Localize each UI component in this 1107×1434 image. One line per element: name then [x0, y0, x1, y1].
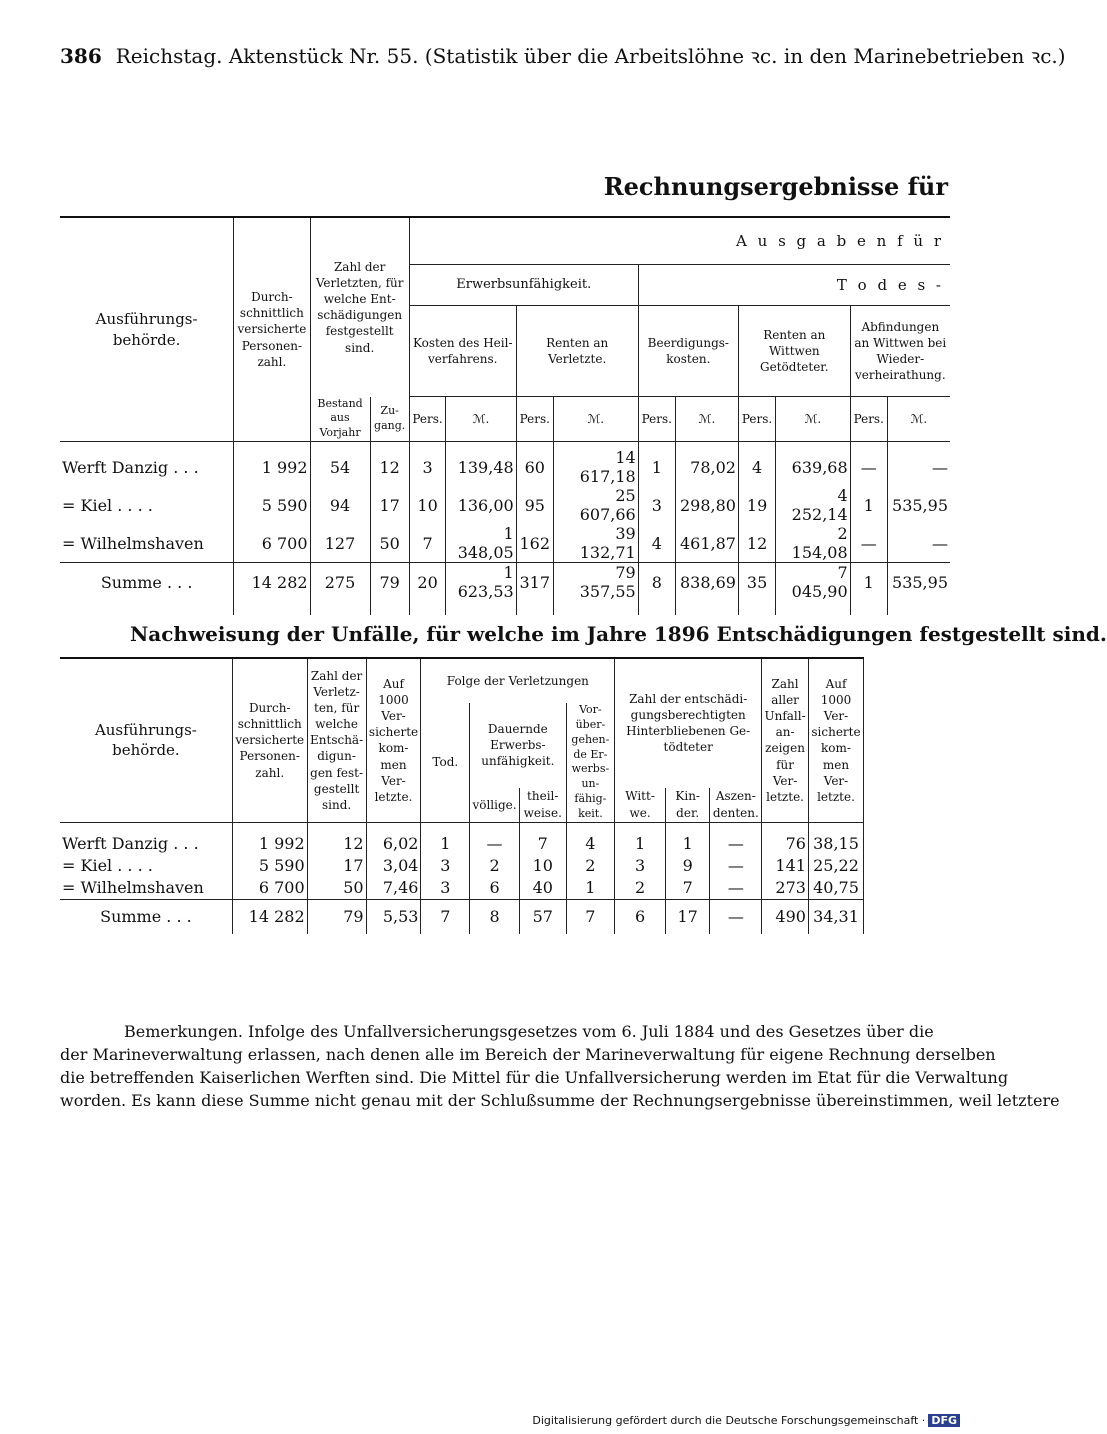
remarks-line: Bemerkungen. Infolge des Unfallversicherungsgesetzes vom 6. Juli 1884 und des Gesetzes über die [124, 1022, 934, 1041]
col-header-mark: ℳ. [776, 397, 850, 442]
col-header-hinterbliebene: Zahl der entschädi-gungsberechtigten Hinterbliebenen Ge-tödteter [615, 658, 762, 788]
col-header-mark: ℳ. [553, 397, 638, 442]
col-header-mark: ℳ. [675, 397, 738, 442]
col-header-ausgaben: A u s g a b e n f ü r [409, 217, 950, 265]
sum-row: Summe . . . 14 282 275 79 20 1 623,53 317 79 357,55 8 838,69 35 7 045,90 1 535,95 [60, 563, 950, 602]
col-header-behoerde: Ausführungs-behörde. [60, 658, 232, 822]
col-header-voellige: völlige. [470, 788, 520, 823]
remarks-line: die betreffenden Kaiserlichen Werften sind. Die Mittel für die Unfallversicherung werden im Etat für die Verwaltung [60, 1068, 1009, 1087]
section2-title: Nachweisung der Unfälle, für welche im Jahre 1896 Entschädigungen festgestellt sind. [130, 622, 1107, 646]
col-header-voruebergehend: Vor-über-gehen-de Er-werbs-un-fähig-keit. [566, 703, 615, 822]
col-header-verletzte: Zahl der Verletzten, für welche Ent-schädigungen festgestellt sind. [310, 217, 409, 397]
col-header-beerdigung: Beerdigungs-kosten. [638, 306, 738, 397]
digitization-footer [532, 1414, 960, 1427]
col-header-pers: Pers. [409, 397, 446, 442]
col-header-bestand: Bestand aus Vorjahr [310, 397, 370, 442]
unfaelle-table [60, 657, 864, 934]
col-header-todes: T o d e s - [638, 265, 950, 306]
col-header-pers: Pers. [516, 397, 553, 442]
col-header-pers: Pers. [850, 397, 887, 442]
col-header-kinder: Kin-der. [665, 788, 710, 823]
table-row: Werft Danzig . . . 1 992 12 6,02 1 — 7 4 1 1 — 76 38,15 [60, 833, 864, 855]
col-header-personen: Durch-schnittlich versicherte Personen-zahl. [234, 217, 310, 442]
col-header-dauernde: Dauernde Erwerbs-unfähigkeit. [470, 703, 566, 788]
col-header-erwerbs: Erwerbsunfähigkeit. [409, 265, 638, 306]
col-header-renten-verletzte: Renten an Verletzte. [516, 306, 638, 397]
table-row: = Kiel . . . . 5 590 94 17 10 136,00 95 25 607,66 3 298,80 19 4 252,14 1 535,95 [62, 486, 948, 525]
col-header-pers: Pers. [738, 397, 775, 442]
remarks-line: der Marineverwaltung erlassen, nach denen alle im Bereich der Marineverwaltung für eigene Rechnung derselben [60, 1045, 996, 1064]
page-running-title: Reichstag. Aktenstück Nr. 55. (Statistik über die Arbeitslöhne ꝛc. in den Marinebetrieben ꝛc.) [115, 44, 1066, 68]
col-header-heil: Kosten des Heil-verfahrens. [409, 306, 516, 397]
col-header-anzeigen: Zahl aller Unfall-an-zeigen für Ver-letzte. [762, 658, 809, 822]
col-header-behoerde: Ausführungs-behörde. [60, 217, 234, 442]
col-header-mark: ℳ. [887, 397, 950, 442]
table-row: Werft Danzig . . . 1 992 54 12 3 139,48 60 14 617,18 1 78,02 4 639,68 — — [62, 448, 948, 487]
table-row: = Wilhelmshaven 6 700 50 7,46 3 6 40 1 2 7 — 273 40,75 [60, 877, 864, 900]
col-header-theilweise: theil-weise. [519, 788, 566, 823]
col-header-tod: Tod. [421, 703, 470, 822]
col-header-personen: Durch-schnittlich versicherte Personen-zahl. [232, 658, 307, 822]
col-header-mark: ℳ. [446, 397, 516, 442]
footer-text: Digitalisierung gefördert durch die Deutsche Forschungsgemeinschaft · [532, 1414, 926, 1427]
section1-title: Rechnungsergebnisse für [603, 172, 948, 201]
col-header-zugang: Zu-gang. [370, 397, 409, 442]
col-header-renten-wittwen: Renten an Wittwen Getödteter. [738, 306, 850, 397]
page-header [60, 42, 1066, 69]
col-header-wittwe: Witt-we. [615, 788, 666, 823]
sum-row: Summe . . . 14 282 79 5,53 7 8 57 7 6 17 — 490 34,31 [60, 899, 864, 934]
col-header-verletzte: Zahl der Verletz-ten, für welche Entschä-digun-gen fest-gestellt sind. [307, 658, 366, 822]
rechnungsergebnisse-table [60, 216, 950, 615]
col-header-auf1000: Auf 1000 Ver-sicherte kom-men Ver-letzte. [366, 658, 421, 822]
col-header-ascendenten: Aszen-denten. [710, 788, 762, 823]
page-number: 386 [60, 44, 102, 68]
remarks-line: worden. Es kann diese Summe nicht genau mit der Schlußsumme der Rechnungsergebnisse übereinstimmen, weil letztere [60, 1091, 1060, 1110]
col-header-abfindungen: Abfindungen an Wittwen bei Wieder-verheirathung. [850, 306, 950, 397]
col-header-pers: Pers. [638, 397, 675, 442]
remarks-paragraph [60, 1020, 1060, 1112]
table-row: = Kiel . . . . 5 590 17 3,04 3 2 10 2 3 9 — 141 25,22 [60, 855, 864, 877]
col-header-folge: Folge der Verletzungen [421, 658, 615, 703]
dfg-logo: DFG [928, 1414, 960, 1427]
col-header-auf1000b: Auf 1000 Ver-sicherte kom-men Ver-letzte. [808, 658, 863, 822]
table-row: = Wilhelmshaven 6 700 127 50 7 1 348,05 162 39 132,71 4 461,87 12 2 154,08 — — [62, 524, 948, 563]
